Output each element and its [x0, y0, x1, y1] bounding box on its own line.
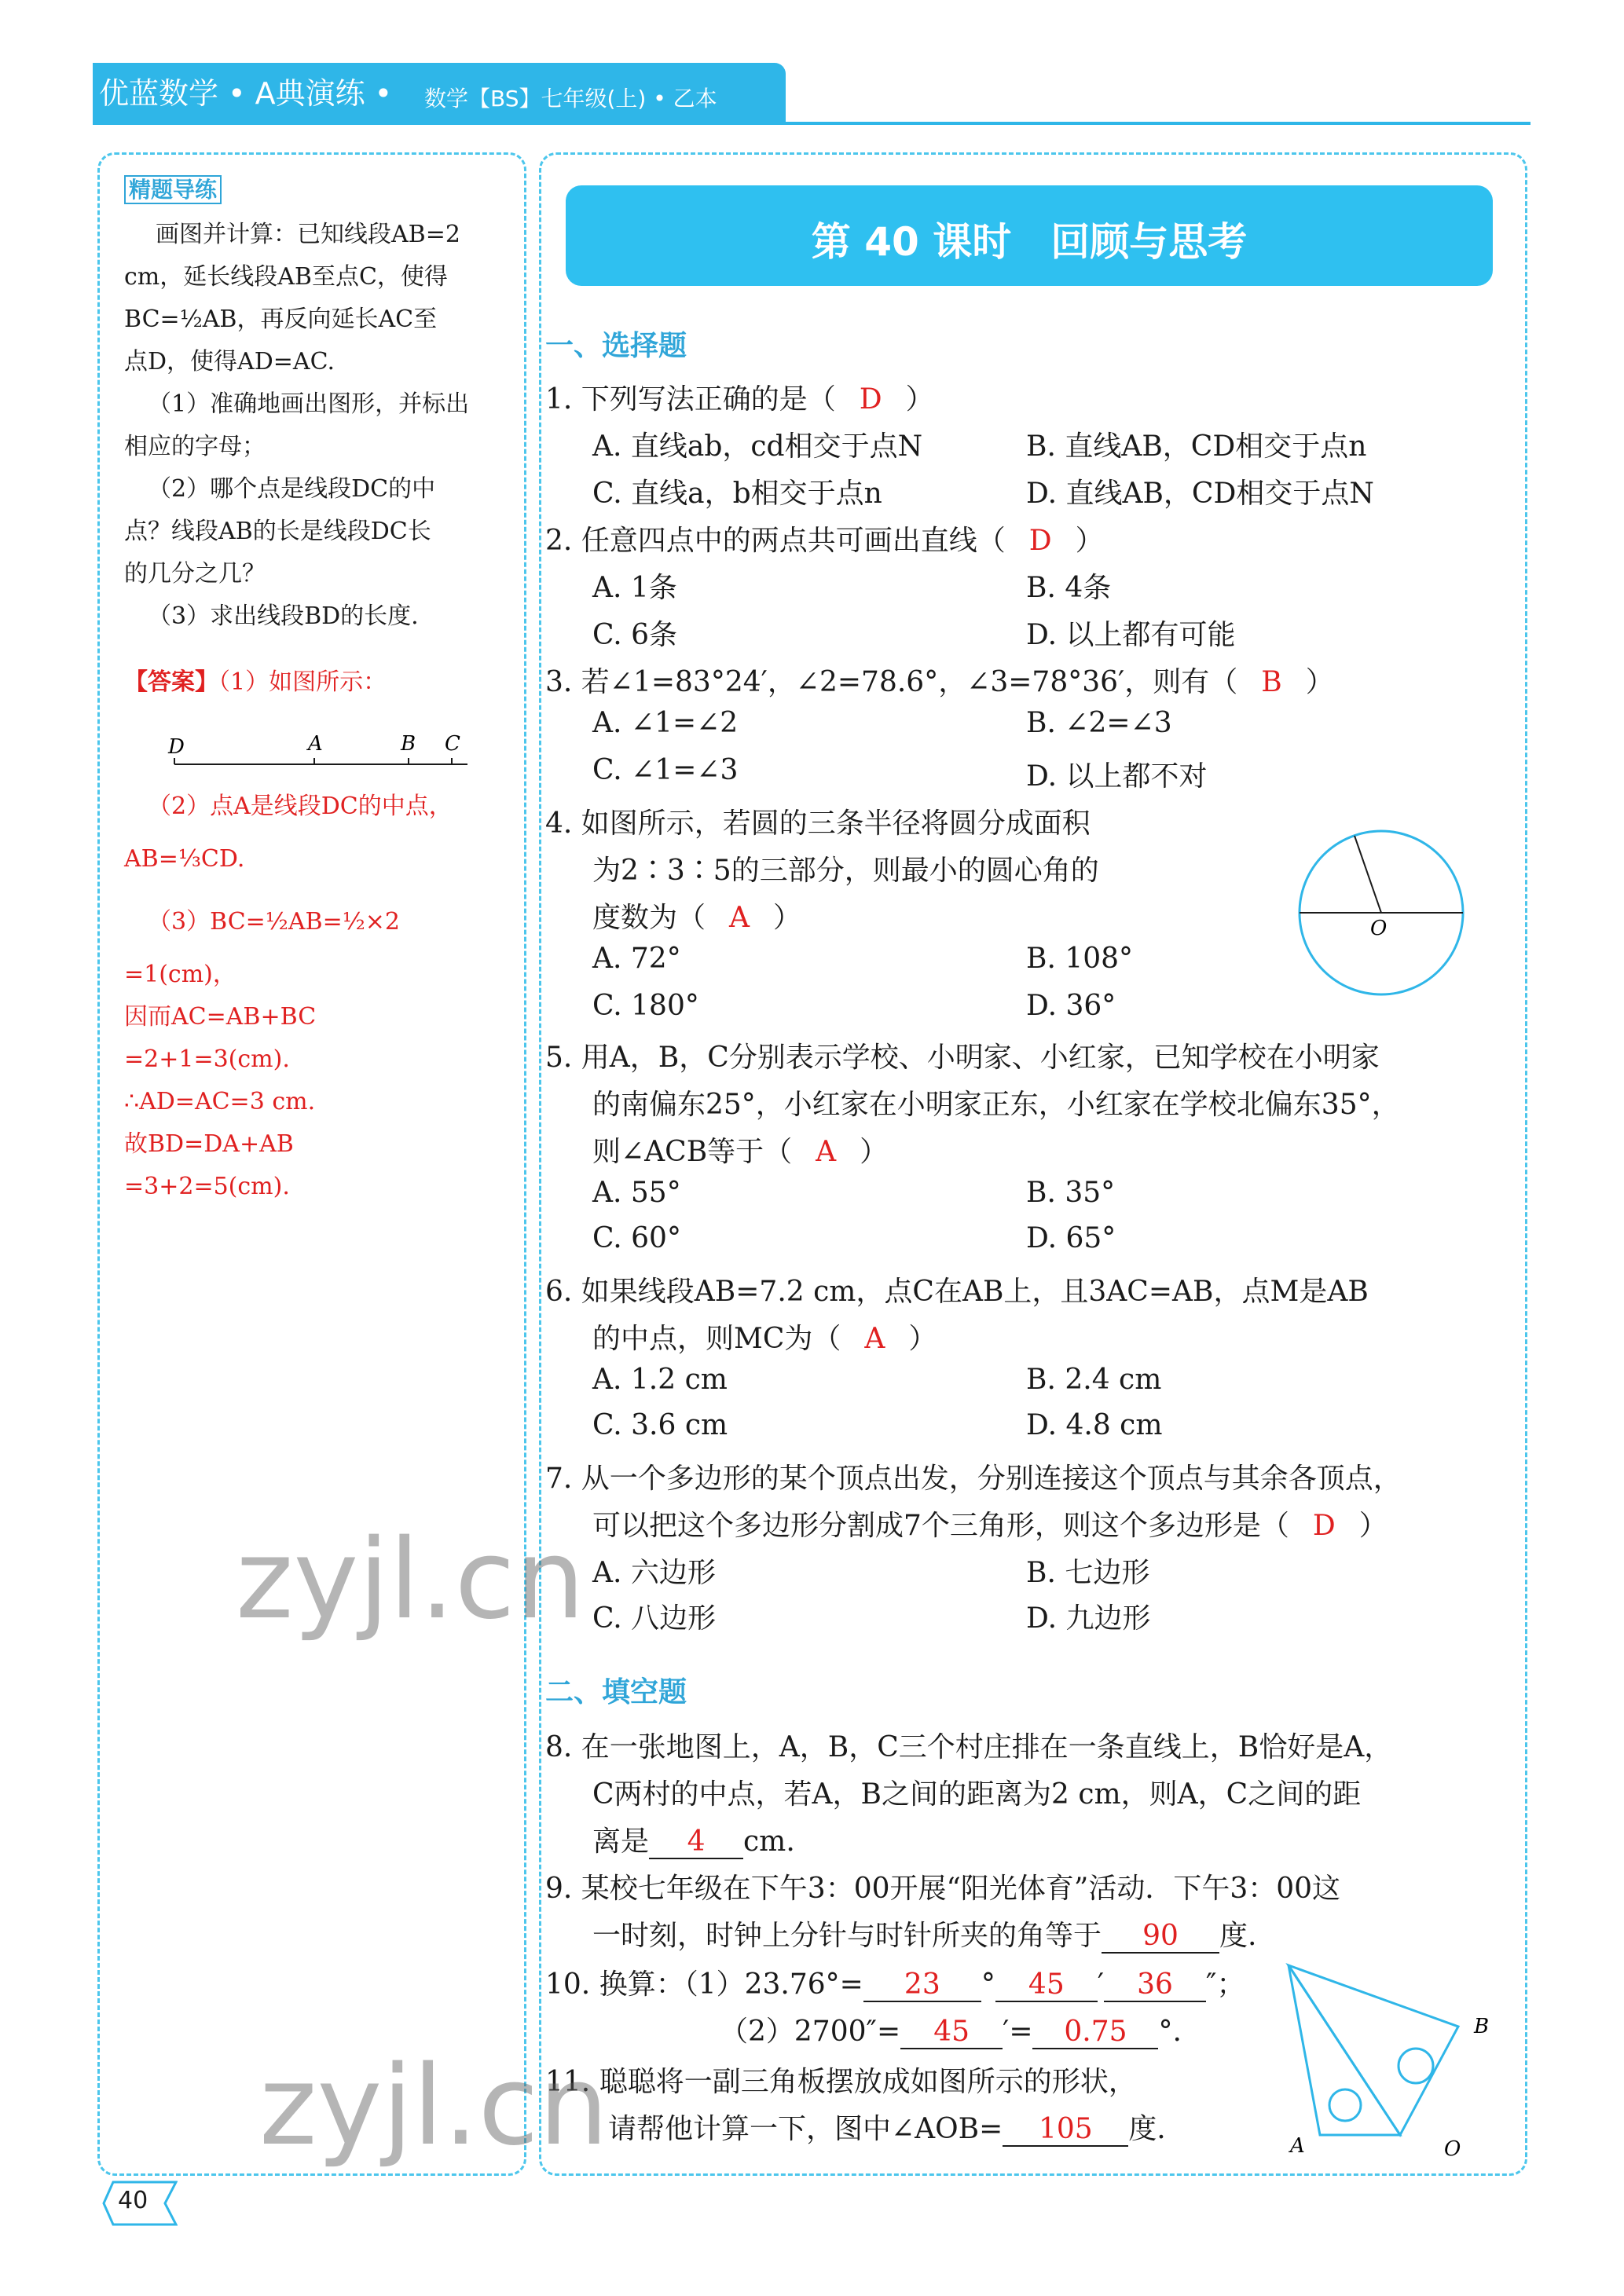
triangle-set-figure: [1273, 1948, 1509, 2160]
figure-label-c: C: [445, 732, 460, 756]
circle-figure: [1289, 825, 1477, 1005]
option-2c: C. 6条: [592, 619, 678, 651]
side-line: （3）求出线段BD的长度.: [148, 602, 419, 630]
question-4-line1: 4. 如图所示，若圆的三条半径将圆分成面积: [545, 807, 1091, 840]
lesson-title: 第 40 课时 回顾与思考: [811, 219, 1248, 265]
answer-3: B: [1261, 666, 1282, 698]
answer-1: D: [859, 383, 882, 416]
page-number: 40: [118, 2187, 148, 2214]
option-3a: A. ∠1=∠2: [592, 707, 739, 739]
answer-5: A: [816, 1136, 837, 1168]
option-5a: A. 55°: [592, 1177, 681, 1209]
option-6a: A. 1.2 cm: [592, 1364, 728, 1396]
side-line: 画图并计算：已知线段AB=2: [156, 221, 460, 248]
option-4d: D. 36°: [1026, 990, 1116, 1022]
answer-7: D: [1312, 1510, 1336, 1542]
side-line: cm，延长线段AB至点C，使得: [124, 263, 448, 291]
watermark: zyjl.cn: [259, 2042, 609, 2170]
option-3c: C. ∠1=∠3: [592, 754, 739, 786]
option-6b: B. 2.4 cm: [1026, 1364, 1162, 1396]
header-rule: [93, 122, 1531, 125]
option-2b: B. 4条: [1026, 572, 1112, 604]
side-line: 点？线段AB的长是线段DC长: [124, 518, 431, 545]
option-3b: B. ∠2=∠3: [1026, 707, 1172, 739]
question-10-line2: （2）2700″= 45 ′= 0.75 °.: [720, 2016, 1182, 2048]
question-10-line1: 10. 换算：（1）23.76°= 23 ° 45 ′ 36 ″；: [545, 1968, 1245, 2001]
triangle-label-o: O: [1444, 2137, 1461, 2160]
answer-line: （2）点A是线段DC的中点，: [148, 793, 453, 820]
option-1c: C. 直线a，b相交于点n: [592, 478, 882, 510]
question-4-line2: 为2∶3∶5的三部分，则最小的圆心角的: [592, 855, 1099, 887]
question-7-line1: 7. 从一个多边形的某个顶点出发，分别连接这个顶点与其余各顶点，: [545, 1463, 1402, 1495]
answer-10-min: 45: [995, 1968, 1098, 2002]
answer-line: =2+1=3(cm).: [124, 1045, 290, 1073]
question-6-line1: 6. 如果线段AB=7.2 cm，点C在AB上，且3AC=AB，点M是AB: [545, 1276, 1369, 1308]
option-4a: A. 72°: [592, 943, 681, 975]
question-4-line3: 度数为（ A ）: [592, 902, 802, 934]
triangle-label-a: A: [1290, 2134, 1305, 2158]
question-5-line1: 5. 用A，B，C分别表示学校、小明家、小红家，已知学校在小明家: [545, 1042, 1380, 1074]
book-subtitle: 数学【BS】七年级(上) • 乙本: [424, 86, 717, 112]
option-1b: B. 直线AB，CD相交于点n: [1026, 430, 1367, 463]
series-title: 优蓝数学 • A典演练 •: [99, 76, 393, 111]
figure-label-b: B: [401, 732, 416, 756]
question-5-line3: 则∠ACB等于（ A ）: [592, 1136, 889, 1168]
answer-6: A: [864, 1323, 885, 1355]
answer-10-min2: 45: [900, 2016, 1003, 2049]
question-6-line2: 的中点，则MC为（ A ）: [592, 1323, 937, 1355]
side-line: BC=½AB，再反向延长AC至: [124, 306, 438, 333]
option-1a: A. 直线ab，cd相交于点N: [592, 430, 923, 463]
question-1: 1. 下列写法正确的是（ D ）: [545, 383, 934, 416]
answer-2: D: [1028, 525, 1052, 557]
option-4c: C. 180°: [592, 990, 699, 1022]
question-7-line2: 可以把这个多边形分割成7个三角形，则这个多边形是（ D ）: [592, 1510, 1388, 1542]
answer-line: （3）BC=½AB=½×2: [148, 908, 401, 936]
option-1d: D. 直线AB，CD相交于点N: [1026, 478, 1374, 510]
option-7a: A. 六边形: [592, 1557, 716, 1589]
side-line: 的几分之几？: [124, 560, 266, 588]
option-4b: B. 108°: [1026, 943, 1134, 975]
side-answer-head: [124, 661, 387, 704]
figure-label-d: D: [168, 735, 185, 759]
side-answer-body: [124, 785, 453, 1208]
option-7c: C. 八边形: [592, 1602, 717, 1635]
answer-8: 4: [649, 1825, 743, 1859]
answer-4: A: [729, 902, 750, 934]
question-8-line1: 8. 在一张地图上，A，B，C三个村庄排在一条直线上，B恰好是A，: [545, 1731, 1393, 1763]
question-11-line2: 请帮他计算一下，图中∠AOB= 105 度.: [608, 2113, 1166, 2145]
option-5b: B. 35°: [1026, 1177, 1116, 1209]
answer-line: AB=⅓CD.: [124, 845, 245, 873]
question-8-line3: 离是 4 cm.: [592, 1825, 795, 1858]
question-3: 3. 若∠1=83°24′，∠2=78.6°，∠3=78°36′，则有（ B ）: [545, 666, 1334, 698]
answer-10-sec: 36: [1104, 1968, 1206, 2002]
triangle-label-b: B: [1474, 2015, 1490, 2038]
circle-center-label: O: [1370, 917, 1388, 940]
question-8-line2: C两村的中点，若A，B之间的距离为2 cm，则A，C之间的距: [592, 1778, 1362, 1811]
section-choice: 一、选择题: [545, 330, 687, 362]
side-problem: [124, 214, 469, 638]
option-5d: D. 65°: [1026, 1222, 1116, 1254]
question-11-line1: 11. 聪聪将一副三角板摆放成如图所示的形状，: [545, 2066, 1137, 2098]
side-line: （1）准确地画出图形，并标出: [148, 390, 470, 418]
side-line: （2）哪个点是线段DC的中: [148, 475, 436, 503]
option-7d: D. 九边形: [1026, 1602, 1151, 1635]
question-9-line1: 9. 某校七年级在下午3：00开展“阳光体育”活动．下午3：00这: [545, 1873, 1341, 1905]
answer-label: 【答案】: [124, 668, 218, 696]
answer-10-deg2: 0.75: [1032, 2016, 1158, 2049]
watermark: zyjl.cn: [236, 1516, 585, 1644]
option-2d: D. 以上都有可能: [1026, 619, 1236, 651]
answer-line: =3+2=5(cm).: [124, 1173, 290, 1200]
option-6d: D. 4.8 cm: [1026, 1409, 1163, 1441]
question-5-line2: 的南偏东25°，小红家在小明家正东，小红家在学校北偏东35°，: [592, 1089, 1400, 1121]
question-9-line2: 一时刻，时钟上分针与时针所夹的角等于 90 度.: [592, 1920, 1257, 1952]
question-2: 2. 任意四点中的两点共可画出直线（ D ）: [545, 525, 1104, 557]
option-5c: C. 60°: [592, 1222, 681, 1254]
option-7b: B. 七边形: [1026, 1557, 1150, 1589]
answer-first: （1）如图所示：: [218, 668, 387, 696]
section-fill: 二、填空题: [545, 1676, 687, 1708]
segment-figure: [157, 727, 487, 782]
side-line: 相应的字母；: [124, 433, 266, 460]
side-tag: 精题导练: [124, 173, 222, 204]
answer-9: 90: [1102, 1920, 1219, 1954]
answer-10-deg: 23: [863, 1968, 981, 2002]
answer-line: =1(cm)，: [124, 961, 236, 988]
option-3d: D. 以上都不对: [1026, 760, 1208, 793]
side-line: 点D，使得AD=AC.: [124, 348, 335, 375]
answer-11: 105: [1003, 2113, 1128, 2147]
answer-line: ∴AD=AC=3 cm.: [124, 1088, 316, 1115]
answer-line: 因而AC=AB+BC: [124, 1003, 317, 1031]
option-2a: A. 1条: [592, 572, 677, 604]
option-6c: C. 3.6 cm: [592, 1409, 728, 1441]
figure-label-a: A: [308, 732, 323, 756]
answer-line: 故BD=DA+AB: [124, 1130, 294, 1158]
